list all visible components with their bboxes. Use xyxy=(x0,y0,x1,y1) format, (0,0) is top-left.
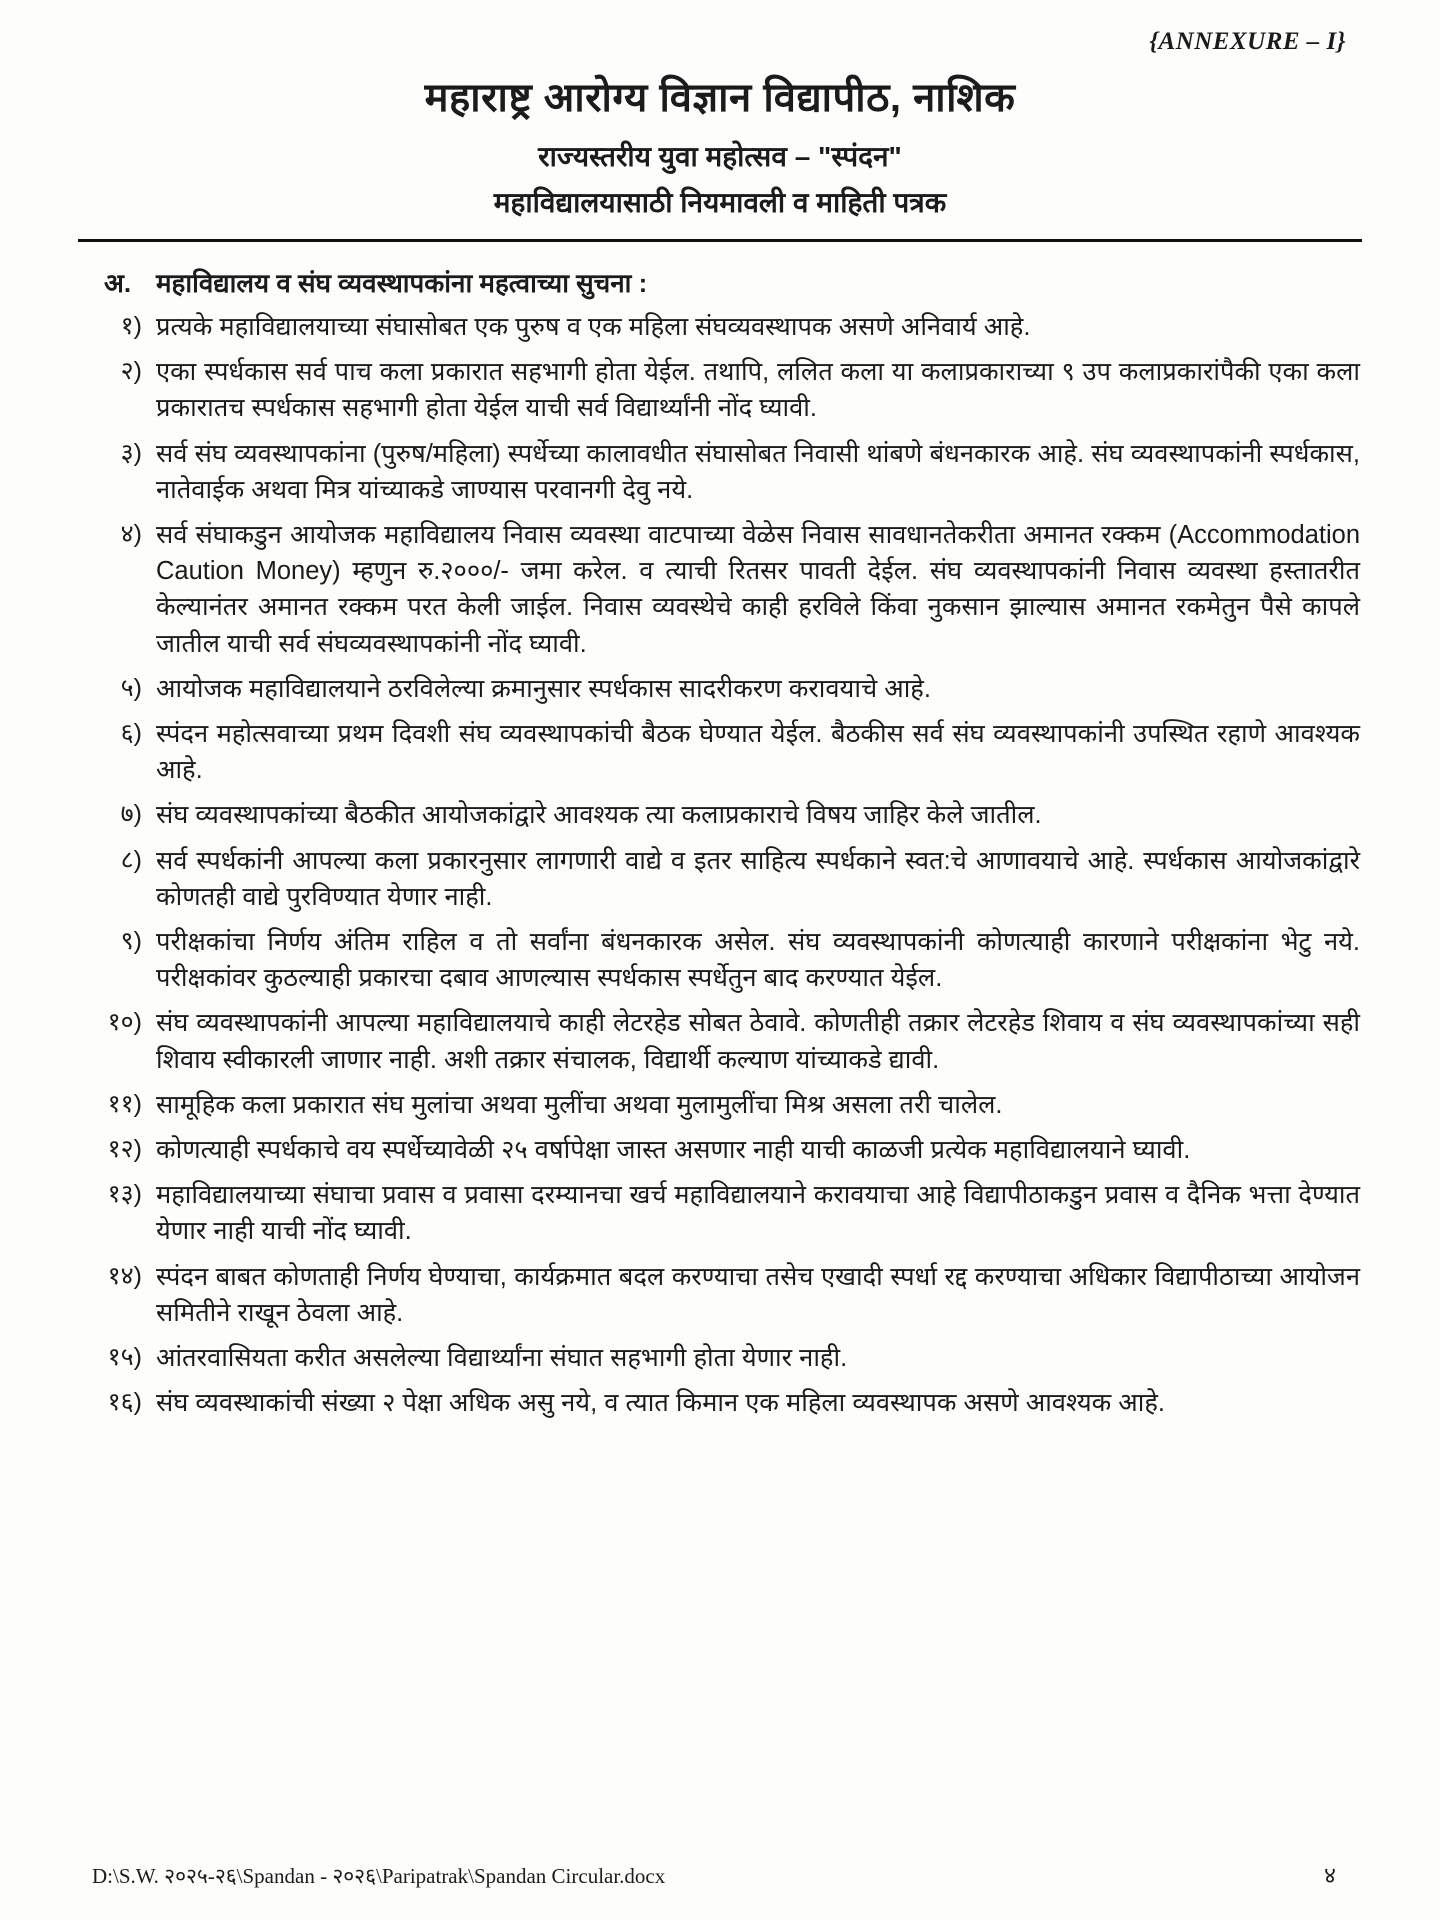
event-title: राज्यस्तरीय युवा महोत्सव – "स्पंदन" xyxy=(538,141,902,172)
list-item-text: सर्व स्पर्धकांनी आपल्या कला प्रकारनुसार लागणारी वाद्ये व इतर साहित्य स्पर्धकाने स्वत:चे आणावयाचे आहे. स्पर्धकास आयोजकांद्वारे कोणतही वाद्ये पुरविण्यात येणार नाही. xyxy=(156,846,1360,911)
list-item xyxy=(74,1385,1366,1421)
list-item-number: १६) xyxy=(107,1388,142,1417)
university-title: महाराष्ट्र आरोग्य विज्ञान विद्यापीठ, नाशिक xyxy=(424,76,1016,120)
list-item-number: ९) xyxy=(120,927,142,956)
list-item xyxy=(74,671,1366,707)
page-footer xyxy=(92,1858,1366,1890)
list-item-number: १) xyxy=(120,312,142,340)
document-subtitle: महाविद्यालयासाठी नियमावली व माहिती पत्रक xyxy=(493,187,947,218)
list-item-text: प्रत्यके महाविद्यालयाच्या संघासोबत एक पुरुष व एक महिला संघव्यवस्थापक असणे अनिवार्य आहे. xyxy=(156,313,1031,341)
list-item xyxy=(74,797,1366,833)
list-item xyxy=(74,354,1366,426)
list-item-text: सामूहिक कला प्रकारात संघ मुलांचा अथवा मुलींचा अथवा मुलामुलींचा मिश्र असला तरी चालेल. xyxy=(156,1090,1003,1119)
list-item xyxy=(74,1340,1366,1376)
list-item-text: कोणत्याही स्पर्धकाचे वय स्पर्धेच्यावेळी २५ वर्षापेक्षा जास्त असणार नाही याची काळजी प्रत्येक महाविद्यालयाने घ्यावी. xyxy=(156,1136,1191,1165)
list-item-text: सर्व संघ व्यवस्थापकांना (पुरुष/महिला) स्पर्धेच्या कालावधीत संघासोबत निवासी थांबणे बंधनकारक आहे. संघ व्यवस्थापकांनी स्पर्धकास, नातेवाईक अथवा मित्र यांच्याकडे जाण्यास परवानगी देवु नये. xyxy=(156,439,1360,504)
list-item-number: १३) xyxy=(107,1180,142,1209)
list-item xyxy=(74,1132,1366,1168)
list-item-number: ६) xyxy=(120,719,142,748)
page-number: ४ xyxy=(1324,1862,1336,1888)
list-item-number: ८) xyxy=(120,845,142,874)
list-item xyxy=(74,1259,1366,1331)
list-item-text: संघ व्यवस्थापकांनी आपल्या महाविद्यालयाचे काही लेटरहेड सोबत ठेवावे. कोणतीही तक्रार लेटरहेड शिवाय व संघ व्यवस्थापकांच्या सही शिवाय स्वीकारली जाणार नाही. अशी तक्रार संचालक, विद्यार्थी कल्याण यांच्याकडे द्यावी. xyxy=(156,1009,1360,1074)
list-item-text: संघ व्यवस्थाकांची संख्या २ पेक्षा अधिक असु नये, व त्यात किमान एक महिला व्यवस्थापक असणे आवश्यक आहे. xyxy=(156,1389,1165,1418)
instructions-list xyxy=(74,309,1366,1421)
section-heading xyxy=(74,264,1366,300)
list-item-text: महाविद्यालयाच्या संघाचा प्रवास व प्रवासा दरम्यानचा खर्च महाविद्यालयाने करावयाचा आहे विद्यापीठाकडुन प्रवास व दैनिक भत्ता देण्यात येणार नाही याची नोंद घ्यावी. xyxy=(156,1181,1360,1246)
list-item xyxy=(74,1177,1366,1249)
list-item-text: एका स्पर्धकास सर्व पाच कला प्रकारात सहभागी होता येईल. तथापि, ललित कला या कलाप्रकाराच्या ९ उप कलाप्रकारांपैकी एका कला प्रकारातच स्पर्धकास सहभागी होता येईल याची सर्व विद्यार्थ्यांनी नोंद घ्यावी. xyxy=(156,358,1360,423)
list-item-text: स्पंदन बाबत कोणताही निर्णय घेण्याचा, कार्यक्रमात बदल करण्याचा तसेच एखादी स्पर्धा रद्द करण्याचा अधिकार विद्यापीठाच्या आयोजन समितीने राखून ठेवला आहे. xyxy=(156,1262,1360,1327)
list-item-number: ७) xyxy=(120,800,142,829)
list-item-number: ५) xyxy=(120,673,142,702)
list-item xyxy=(74,1005,1366,1077)
list-item-number: १४) xyxy=(107,1261,142,1290)
list-item-text: संघ व्यवस्थापकांच्या बैठकीत आयोजकांद्वारे आवश्यक त्या कलाप्रकाराचे विषय जाहिर केले जातील. xyxy=(156,801,1042,830)
section-heading-text: महाविद्यालय व संघ व्यवस्थापकांना महत्वाच्या सुचना : xyxy=(156,268,648,298)
section-marker: अ. xyxy=(104,268,132,298)
list-item-number: ११) xyxy=(107,1089,142,1118)
file-path: D:\S.W. २०२५-२६\Spandan - २०२६\Paripatrak\Spandan Circular.docx xyxy=(92,1864,666,1888)
list-item-text: सर्व संघाकडुन आयोजक महाविद्यालय निवास व्यवस्था वाटपाच्या वेळेस निवास सावधानतेकरीता अमानत रक्कम (Accommodation Caution Money) म्हणुन रु.२०००/- जमा करेल. व त्याची रितसर पावती देईल. संघ व्यवस्थापकांनी निवास व्यवस्था हस्तातरीत केल्यानंतर अमानत रक्कम परत केली जाईल. निवास व्यवस्थेचे काही हरविले किंवा नुकसान झाल्यास अमानत रकमेतुन पैसे कापले जातील याची सर्व संघव्यवस्थापकांनी नोंद घ्यावी. xyxy=(156,521,1360,658)
list-item xyxy=(74,843,1366,915)
list-item-number: ४) xyxy=(120,520,142,549)
list-item xyxy=(74,517,1366,662)
annexure-label: {ANNEXURE – I} xyxy=(1149,28,1346,55)
list-item xyxy=(74,924,1366,996)
list-item-number: १२) xyxy=(107,1135,142,1164)
list-item-number: २) xyxy=(120,357,142,386)
list-item xyxy=(74,716,1366,788)
list-item-number: १०) xyxy=(107,1008,142,1037)
list-item-number: ३) xyxy=(120,438,142,467)
list-item xyxy=(74,309,1366,345)
list-item xyxy=(74,1087,1366,1123)
list-item-text: परीक्षकांचा निर्णय अंतिम राहिल व तो सर्वांना बंधनकारक असेल. संघ व्यवस्थापकांनी कोणत्याही कारणाने परीक्षकांना भेटु नये. परीक्षकांवर कुठल्याही प्रकारचा दबाव आणल्यास स्पर्धकास स्पर्धेतुन बाद करण्यात येईल. xyxy=(156,928,1360,993)
list-item-text: आयोजक महाविद्यालयाने ठरविलेल्या क्रमानुसार स्पर्धकास सादरीकरण करावयाचे आहे. xyxy=(156,674,931,703)
list-item-text: आंतरवासियता करीत असलेल्या विद्यार्थ्यांना संघात सहभागी होता येणार नाही. xyxy=(156,1344,848,1373)
list-item-number: १५) xyxy=(107,1343,142,1372)
list-item xyxy=(74,436,1366,508)
list-item-text: स्पंदन महोत्सवाच्या प्रथम दिवशी संघ व्यवस्थापकांची बैठक घेण्यात येईल. बैठकीस सर्व संघ व्यवस्थापकांनी उपस्थित रहाणे आवश्यक आहे. xyxy=(156,720,1360,785)
header-divider xyxy=(78,239,1362,242)
